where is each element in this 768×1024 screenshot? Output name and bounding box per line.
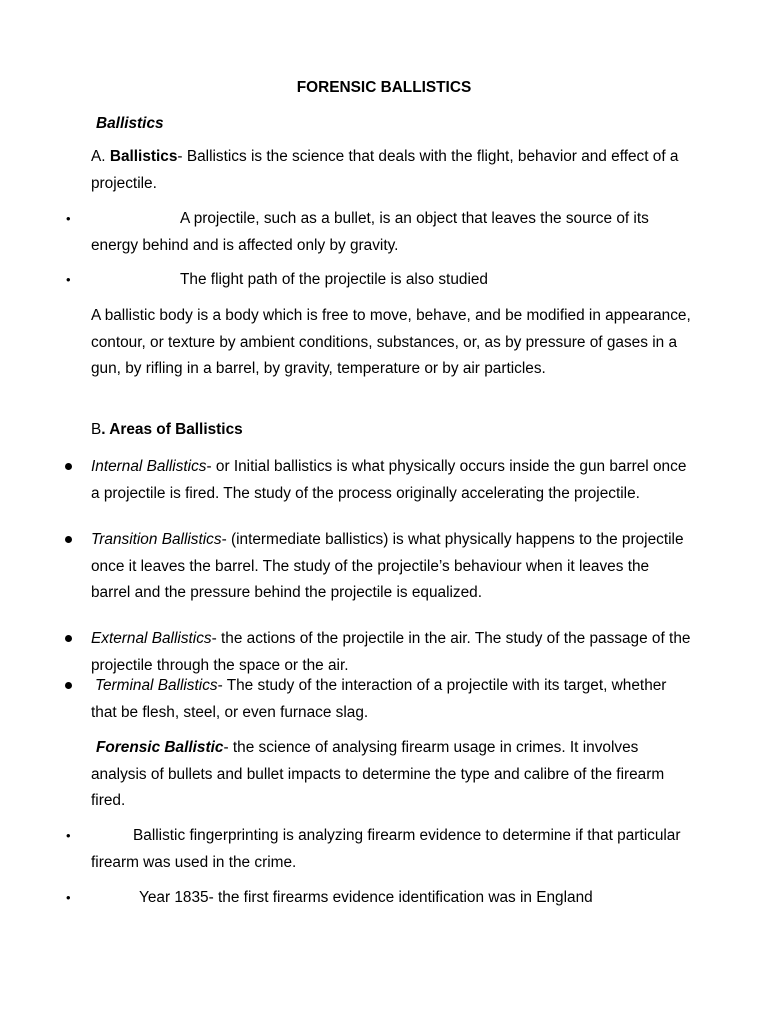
area-item-internal [91, 454, 691, 507]
area-item-terminal [91, 673, 691, 726]
paragraph-section-b [91, 417, 691, 444]
area-text: - the actions of the projectile in the air. The study of the passage of the projectile through the space or the air. [91, 630, 691, 674]
section-b-title: . Areas of Ballistics [101, 421, 243, 438]
bullet-item-fingerprinting [91, 823, 691, 876]
bullet-dot [65, 635, 72, 642]
paragraph-forensic-ballistic [91, 735, 691, 815]
area-term: Transition Ballistics [91, 531, 222, 548]
bullet-item-year-1835 [91, 885, 691, 912]
bullet-marker: • [66, 211, 71, 226]
bullet-marker: • [66, 272, 71, 287]
forensic-text: - the science of analysing firearm usage in crimes. It involves analysis of bullets and bullet impacts to determine the type and calibre of the firearm fired. [91, 739, 665, 809]
area-text: - or Initial ballistics is what physically occurs inside the gun barrel once a projectile is fired. The study of the process originally accelerating the projectile. [91, 458, 687, 502]
area-term: Internal Ballistics [91, 458, 207, 475]
document-title: FORENSIC BALLISTICS [296, 79, 472, 96]
bullet-marker: • [66, 828, 71, 843]
area-item-external [91, 626, 691, 679]
area-text: - (intermediate ballistics) is what physically happens to the projectile once it leaves the barrel. The study of the projectile’s behaviour when it leaves the barrel and the pressure behind the projectile is equalized. [91, 531, 684, 601]
section-a-text: - Ballistics is the science that deals with the flight, behavior and effect of a projectile. [91, 148, 679, 192]
forensic-term: Forensic Ballistic [96, 739, 224, 756]
area-item-transition [91, 527, 691, 607]
paragraph-section-a [91, 144, 691, 197]
paragraph-ballistic-body: A ballistic body is a body which is free to move, behave, and be modified in appearance, contour, or texture by ambient conditions, substances, or, as by pressure of gases in a gun, by rifling in a barrel, by gravity, temperature or by air particles. [91, 307, 691, 377]
section-a-term: Ballistics [109, 148, 178, 165]
bullet-marker: • [66, 890, 71, 905]
bullet-dot [65, 463, 72, 470]
section-b-prefix: B [91, 421, 102, 438]
bullet-dot [65, 536, 72, 543]
bullet-text: Ballistic fingerprinting is analyzing firearm evidence to determine if that particular firearm was used in the crime. [91, 827, 681, 871]
bullet-item-projectile [91, 206, 691, 259]
section-a-prefix: A. [91, 148, 110, 165]
bullet-item-flight-path [91, 267, 691, 294]
area-term: Terminal Ballistics [95, 677, 218, 694]
bullet-dot [65, 682, 72, 689]
area-text: - The study of the interaction of a projectile with its target, whether that be flesh, steel, or even furnace slag. [91, 677, 667, 721]
bullet-text: The flight path of the projectile is also studied [180, 271, 488, 288]
bullet-text: A projectile, such as a bullet, is an object that leaves the source of its energy behind and is affected only by gravity. [91, 210, 649, 254]
bullet-text: Year 1835- the first firearms evidence identification was in England [139, 889, 593, 906]
area-term: External Ballistics [91, 630, 212, 647]
section-heading-ballistics: Ballistics [96, 115, 164, 132]
